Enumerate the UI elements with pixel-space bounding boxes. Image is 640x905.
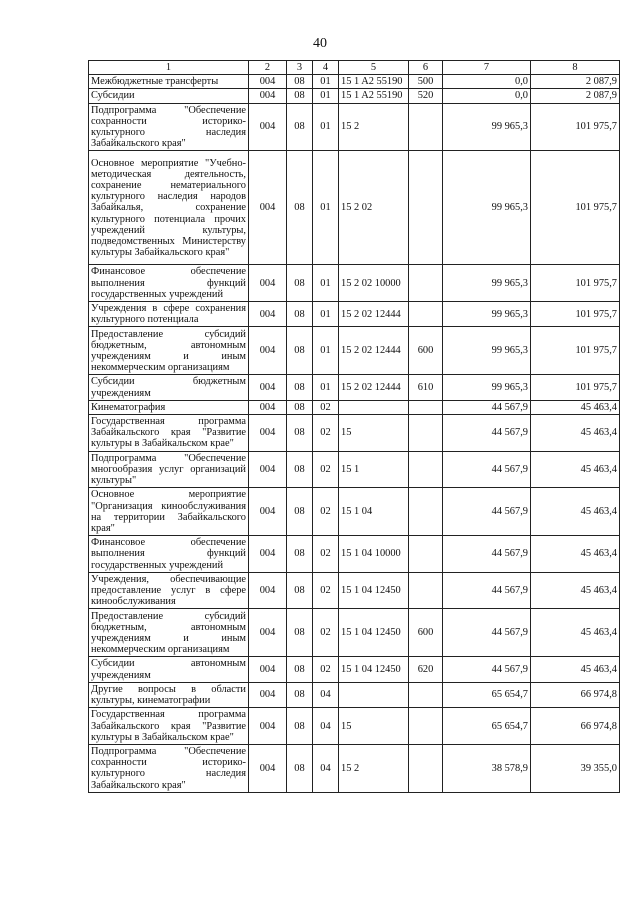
column-header-7: 7 [443, 61, 531, 75]
section-code: 08 [287, 375, 313, 400]
section-code: 08 [287, 265, 313, 302]
subsection-code: 04 [313, 744, 339, 792]
ministry-code: 004 [249, 609, 287, 657]
amount-year-2: 45 463,4 [531, 609, 620, 657]
ministry-code: 004 [249, 657, 287, 682]
target-article-code: 15 2 02 12444 [339, 375, 409, 400]
ministry-code: 004 [249, 682, 287, 707]
row-name: Финансовое обеспечение выполнения функций государственных учреждений [89, 265, 249, 302]
row-name: Кинематография [89, 400, 249, 414]
target-article-code: 15 1 04 10000 [339, 536, 409, 573]
section-code: 08 [287, 657, 313, 682]
amount-year-2: 2 087,9 [531, 75, 620, 89]
ministry-code: 004 [249, 89, 287, 103]
subsection-code: 01 [313, 302, 339, 327]
amount-year-1: 44 567,9 [443, 536, 531, 573]
row-name: Другие вопросы в области культуры, кинематографии [89, 682, 249, 707]
target-article-code: 15 1 04 [339, 488, 409, 536]
subsection-code: 02 [313, 400, 339, 414]
amount-year-2: 45 463,4 [531, 572, 620, 609]
amount-year-1: 44 567,9 [443, 451, 531, 488]
amount-year-2: 101 975,7 [531, 103, 620, 151]
section-code: 08 [287, 682, 313, 707]
expense-type-code [409, 302, 443, 327]
target-article-code: 15 2 02 [339, 151, 409, 265]
amount-year-2: 66 974,8 [531, 682, 620, 707]
row-name: Предоставление субсидий бюджетным, автономным учреждениям и иным некоммерческим организациям [89, 609, 249, 657]
amount-year-1: 99 965,3 [443, 103, 531, 151]
expense-type-code [409, 151, 443, 265]
target-article-code: 15 2 02 12444 [339, 327, 409, 375]
ministry-code: 004 [249, 302, 287, 327]
amount-year-1: 0,0 [443, 75, 531, 89]
target-article-code: 15 2 [339, 103, 409, 151]
expense-type-code [409, 400, 443, 414]
expense-type-code [409, 103, 443, 151]
column-header-1: 1 [89, 61, 249, 75]
ministry-code: 004 [249, 151, 287, 265]
amount-year-1: 99 965,3 [443, 302, 531, 327]
ministry-code: 004 [249, 708, 287, 745]
amount-year-1: 99 965,3 [443, 151, 531, 265]
table-row [89, 75, 620, 89]
subsection-code: 01 [313, 103, 339, 151]
subsection-code: 01 [313, 89, 339, 103]
subsection-code: 02 [313, 451, 339, 488]
section-code: 08 [287, 89, 313, 103]
expense-type-code [409, 744, 443, 792]
row-name: Подпрограмма "Обеспечение сохранности историко-культурного наследия Забайкальского края" [89, 103, 249, 151]
amount-year-2: 39 355,0 [531, 744, 620, 792]
expense-type-code [409, 536, 443, 573]
amount-year-2: 101 975,7 [531, 375, 620, 400]
table-row [89, 744, 620, 792]
amount-year-2: 66 974,8 [531, 708, 620, 745]
table-row [89, 572, 620, 609]
expense-type-code: 610 [409, 375, 443, 400]
target-article-code: 15 1 04 12450 [339, 572, 409, 609]
amount-year-2: 101 975,7 [531, 302, 620, 327]
row-name: Учреждения, обеспечивающие предоставление услуг в сфере кинообслуживания [89, 572, 249, 609]
target-article-code: 15 1 A2 55190 [339, 75, 409, 89]
amount-year-1: 0,0 [443, 89, 531, 103]
table-row [89, 451, 620, 488]
expense-type-code [409, 708, 443, 745]
amount-year-1: 99 965,3 [443, 265, 531, 302]
row-name: Основное мероприятие "Организация кинообслуживания на территории Забайкальского края" [89, 488, 249, 536]
row-name: Субсидии бюджетным учреждениям [89, 375, 249, 400]
subsection-code: 02 [313, 572, 339, 609]
row-name: Учреждения в сфере сохранения культурного потенциала [89, 302, 249, 327]
column-header-3: 3 [287, 61, 313, 75]
table-row [89, 89, 620, 103]
ministry-code: 004 [249, 375, 287, 400]
amount-year-2: 45 463,4 [531, 451, 620, 488]
subsection-code: 02 [313, 609, 339, 657]
table-row [89, 375, 620, 400]
section-code: 08 [287, 327, 313, 375]
row-name: Государственная программа Забайкальского края "Развитие культуры в Забайкальском крае" [89, 708, 249, 745]
target-article-code: 15 1 [339, 451, 409, 488]
section-code: 08 [287, 75, 313, 89]
table-row [89, 415, 620, 452]
table-row [89, 302, 620, 327]
section-code: 08 [287, 415, 313, 452]
subsection-code: 02 [313, 536, 339, 573]
row-name: Субсидии [89, 89, 249, 103]
subsection-code: 04 [313, 708, 339, 745]
target-article-code: 15 2 02 12444 [339, 302, 409, 327]
amount-year-1: 65 654,7 [443, 708, 531, 745]
table-row [89, 103, 620, 151]
expense-type-code [409, 415, 443, 452]
ministry-code: 004 [249, 415, 287, 452]
amount-year-2: 2 087,9 [531, 89, 620, 103]
table-row [89, 265, 620, 302]
expense-type-code: 520 [409, 89, 443, 103]
ministry-code: 004 [249, 327, 287, 375]
ministry-code: 004 [249, 451, 287, 488]
amount-year-2: 45 463,4 [531, 400, 620, 414]
amount-year-2: 101 975,7 [531, 151, 620, 265]
target-article-code: 15 [339, 708, 409, 745]
subsection-code: 01 [313, 151, 339, 265]
ministry-code: 004 [249, 265, 287, 302]
ministry-code: 004 [249, 75, 287, 89]
expense-type-code [409, 682, 443, 707]
amount-year-2: 101 975,7 [531, 265, 620, 302]
amount-year-2: 45 463,4 [531, 536, 620, 573]
page-number: 40 [313, 36, 327, 51]
subsection-code: 01 [313, 265, 339, 302]
section-code: 08 [287, 488, 313, 536]
subsection-code: 02 [313, 657, 339, 682]
row-name: Предоставление субсидий бюджетным, автономным учреждениям и иным некоммерческим организациям [89, 327, 249, 375]
expense-type-code: 600 [409, 609, 443, 657]
expense-type-code: 600 [409, 327, 443, 375]
amount-year-2: 45 463,4 [531, 415, 620, 452]
amount-year-1: 38 578,9 [443, 744, 531, 792]
ministry-code: 004 [249, 488, 287, 536]
table-row [89, 682, 620, 707]
target-article-code: 15 1 A2 55190 [339, 89, 409, 103]
table-row [89, 151, 620, 265]
row-name: Межбюджетные трансферты [89, 75, 249, 89]
section-code: 08 [287, 572, 313, 609]
target-article-code [339, 400, 409, 414]
target-article-code: 15 1 04 12450 [339, 609, 409, 657]
expense-type-code: 500 [409, 75, 443, 89]
row-name: Основное мероприятие "Учебно-методическая деятельность, сохранение нематериального культурного наследия народов Забайкалья, сохранение культурного потенциала прочих учреждений культуры, подведомственных Министерству культуры Забайкальского края" [89, 151, 249, 265]
section-code: 08 [287, 536, 313, 573]
expense-type-code [409, 265, 443, 302]
section-code: 08 [287, 744, 313, 792]
expense-type-code [409, 451, 443, 488]
subsection-code: 04 [313, 682, 339, 707]
amount-year-1: 44 567,9 [443, 415, 531, 452]
column-header-6: 6 [409, 61, 443, 75]
target-article-code: 15 2 02 10000 [339, 265, 409, 302]
subsection-code: 01 [313, 75, 339, 89]
table-header-row [89, 61, 620, 75]
amount-year-1: 65 654,7 [443, 682, 531, 707]
target-article-code: 15 1 04 12450 [339, 657, 409, 682]
table-row [89, 708, 620, 745]
amount-year-2: 45 463,4 [531, 657, 620, 682]
column-header-5: 5 [339, 61, 409, 75]
ministry-code: 004 [249, 744, 287, 792]
amount-year-1: 44 567,9 [443, 609, 531, 657]
expense-type-code [409, 488, 443, 536]
subsection-code: 02 [313, 415, 339, 452]
section-code: 08 [287, 451, 313, 488]
amount-year-2: 101 975,7 [531, 327, 620, 375]
row-name: Финансовое обеспечение выполнения функций государственных учреждений [89, 536, 249, 573]
table-row [89, 327, 620, 375]
subsection-code: 01 [313, 375, 339, 400]
amount-year-1: 44 567,9 [443, 657, 531, 682]
amount-year-1: 99 965,3 [443, 327, 531, 375]
amount-year-1: 44 567,9 [443, 488, 531, 536]
expense-type-code: 620 [409, 657, 443, 682]
section-code: 08 [287, 708, 313, 745]
ministry-code: 004 [249, 400, 287, 414]
target-article-code: 15 [339, 415, 409, 452]
target-article-code: 15 2 [339, 744, 409, 792]
row-name: Государственная программа Забайкальского края "Развитие культуры в Забайкальском крае" [89, 415, 249, 452]
ministry-code: 004 [249, 572, 287, 609]
budget-table [88, 60, 620, 793]
table-row [89, 536, 620, 573]
section-code: 08 [287, 151, 313, 265]
row-name: Подпрограмма "Обеспечение многообразия услуг организаций культуры" [89, 451, 249, 488]
column-header-2: 2 [249, 61, 287, 75]
subsection-code: 01 [313, 327, 339, 375]
row-name: Подпрограмма "Обеспечение сохранности историко-культурного наследия Забайкальского края" [89, 744, 249, 792]
subsection-code: 02 [313, 488, 339, 536]
amount-year-1: 44 567,9 [443, 572, 531, 609]
row-name: Субсидии автономным учреждениям [89, 657, 249, 682]
section-code: 08 [287, 609, 313, 657]
ministry-code: 004 [249, 536, 287, 573]
section-code: 08 [287, 400, 313, 414]
expense-type-code [409, 572, 443, 609]
table-row [89, 488, 620, 536]
target-article-code [339, 682, 409, 707]
table-row [89, 657, 620, 682]
section-code: 08 [287, 103, 313, 151]
amount-year-1: 99 965,3 [443, 375, 531, 400]
column-header-8: 8 [531, 61, 620, 75]
ministry-code: 004 [249, 103, 287, 151]
amount-year-2: 45 463,4 [531, 488, 620, 536]
table-row [89, 609, 620, 657]
amount-year-1: 44 567,9 [443, 400, 531, 414]
section-code: 08 [287, 302, 313, 327]
column-header-4: 4 [313, 61, 339, 75]
table-row [89, 400, 620, 414]
